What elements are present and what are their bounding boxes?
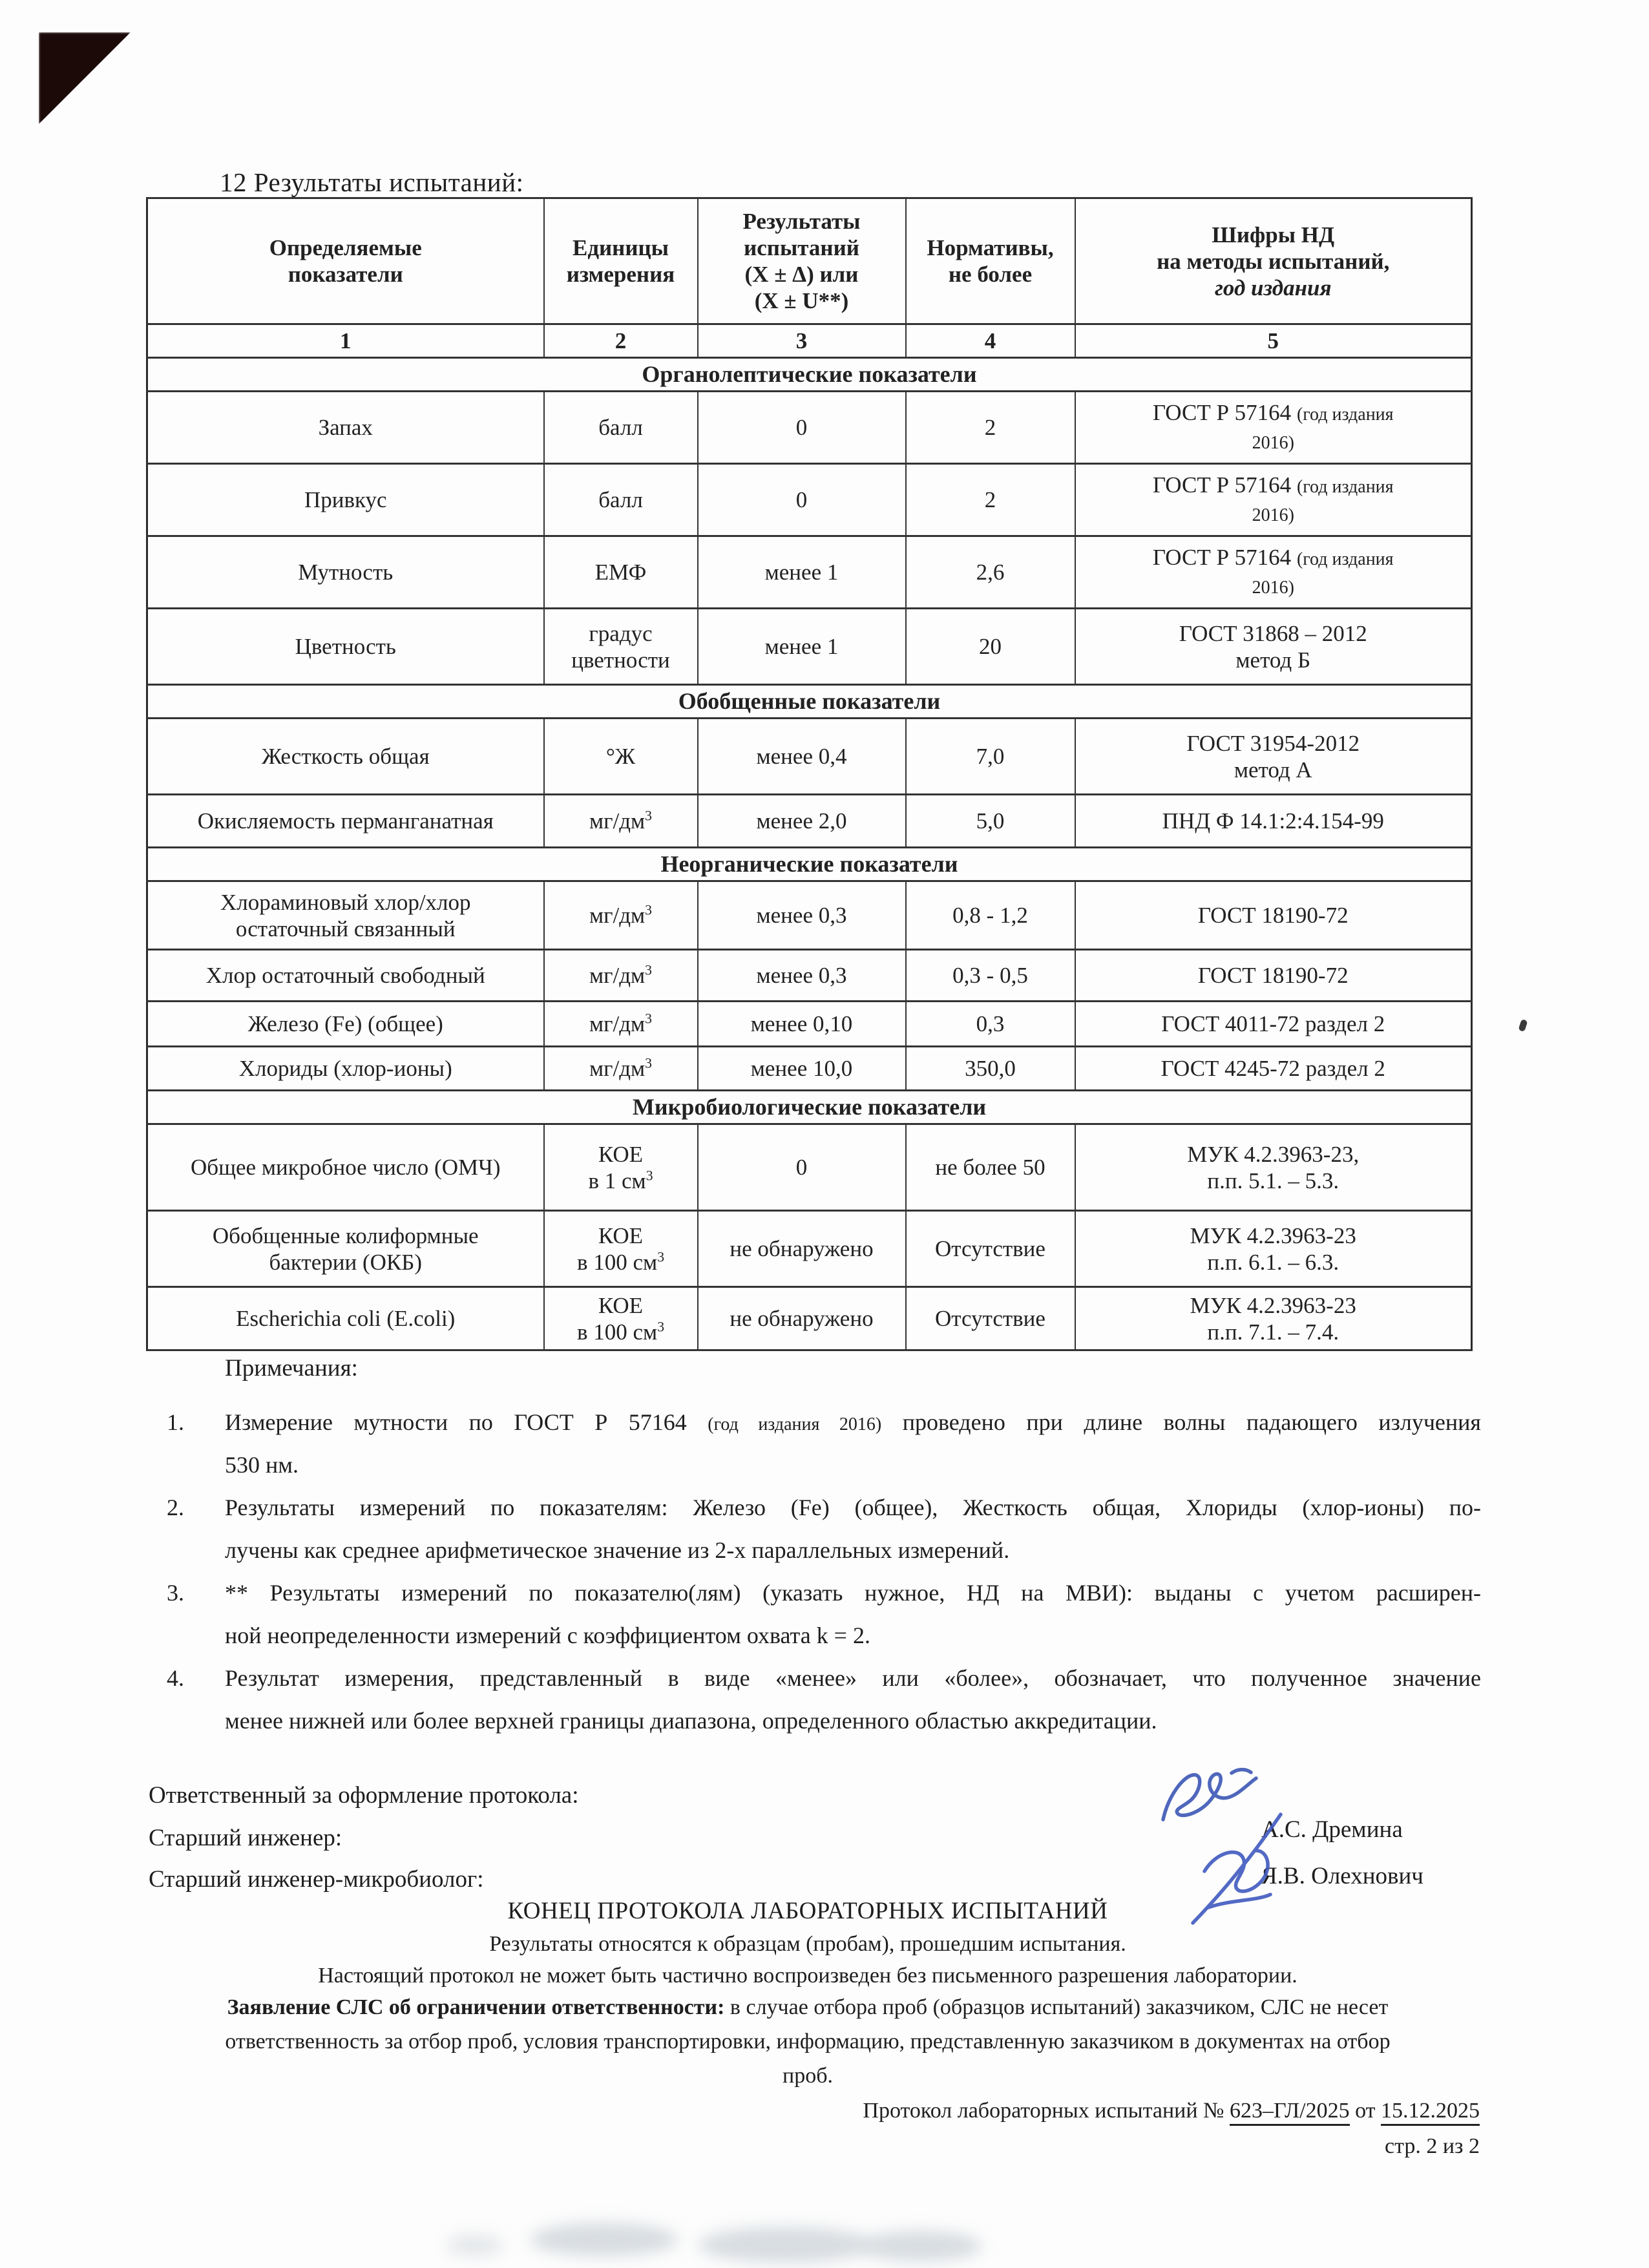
scan-artifact-smudge (859, 2231, 982, 2262)
column-numbers-row (147, 324, 1472, 358)
cell-norm: 0,8 - 1,2 (906, 881, 1075, 950)
note-line: Результаты измерений по показателям: Железо (Fe) (общее), Жесткость общая, Хлориды (хлор-ионы) по- (225, 1495, 1481, 1520)
cell-indicator: Хлор остаточный свободный (147, 950, 544, 1002)
cell-method: ГОСТ Р 57164 (год издания 2016) (1075, 392, 1472, 464)
note-line: 530 нм. (225, 1452, 299, 1478)
cell-result: менее 0,3 (698, 950, 906, 1002)
cell-result: менее 1 (698, 609, 906, 685)
samples-note-line: Результаты относятся к образцам (пробам), прошедшим испытания. (489, 1932, 1126, 1956)
cell-norm: 7,0 (906, 719, 1075, 795)
section-title-cell: Органолептические показатели (147, 358, 1472, 392)
section-title-cell: Обобщенные показатели (147, 685, 1472, 719)
cell-method: МУК 4.2.3963-23 п.п. 6.1. – 6.3. (1075, 1211, 1472, 1287)
table-header-cell: Единицы измерения (544, 198, 698, 324)
cell-result: менее 0,3 (698, 881, 906, 950)
table-row (147, 464, 1472, 536)
cell-indicator: Окисляемость перманганатная (147, 795, 544, 848)
cell-indicator: Мутность (147, 536, 544, 609)
note-line: ** Результаты измерений по показателю(лям) (указать нужное, НД на МВИ): выданы с учетом расширен- (225, 1580, 1481, 1606)
column-number-cell: 3 (698, 324, 906, 358)
reproduction-note-line: Настоящий протокол не может быть частично воспроизведен без письменного разрешения лаборатории. (318, 1964, 1297, 1988)
table-header-row (147, 198, 1472, 324)
notes-label: Примечания: (225, 1355, 358, 1381)
table-header-cell: Результаты испытаний (X ± Δ) или (X ± U**) (698, 198, 906, 324)
cell-norm: 0,3 (906, 1002, 1075, 1047)
table-header-cell: Шифры НД на методы испытаний, год издания (1075, 198, 1472, 324)
signer-name-1: А.С. Дремина (1261, 1816, 1403, 1843)
cell-unit: $мг/дм^3$ (544, 795, 698, 848)
results-table (146, 197, 1473, 1351)
scan-speck (1518, 1019, 1528, 1032)
responsible-label: Ответственный за оформление протокола: (149, 1782, 579, 1809)
cell-unit: балл (544, 392, 698, 464)
cell-result: не обнаружено (698, 1211, 906, 1287)
cell-norm: 2 (906, 392, 1075, 464)
table-row (147, 1211, 1472, 1287)
cell-norm: 20 (906, 609, 1075, 685)
cell-indicator: Жесткость общая (147, 719, 544, 795)
table-row (147, 881, 1472, 950)
section-title-cell: Микробиологические показатели (147, 1091, 1472, 1124)
signer-name-2: Я.В. Олехнович (1261, 1863, 1423, 1889)
cell-result: менее 10,0 (698, 1047, 906, 1091)
table-row (147, 1124, 1472, 1211)
table-row (147, 392, 1472, 464)
table-row (147, 719, 1472, 795)
cell-unit: градус цветности (544, 609, 698, 685)
note-line: ной неопределенности измерений с коэффициентом охвата k = 2. (225, 1622, 870, 1648)
cell-method: МУК 4.2.3963-23 п.п. 7.1. – 7.4. (1075, 1287, 1472, 1350)
table-row (147, 1047, 1472, 1091)
cell-method: ГОСТ 4011-72 раздел 2 (1075, 1002, 1472, 1047)
section-header-row (147, 358, 1472, 392)
column-number-cell: 5 (1075, 324, 1472, 358)
scan-artifact-smudge (698, 2227, 872, 2263)
cell-unit: °Ж (544, 719, 698, 795)
scan-artifact-smudge (530, 2223, 678, 2256)
cell-method: ГОСТ Р 57164 (год издания 2016) (1075, 464, 1472, 536)
note-number: 1. (167, 1409, 184, 1435)
cell-indicator: Цветность (147, 609, 544, 685)
table-row (147, 795, 1472, 848)
cell-norm: не более 50 (906, 1124, 1075, 1211)
cell-norm: Отсутствие (906, 1287, 1075, 1350)
table-row (147, 536, 1472, 609)
note-line: Измерение мутности по ГОСТ Р 57164 (год издания 2016) проведено при длине волны падающего излучения (225, 1409, 1481, 1435)
note-line: лучены как среднее арифметическое значение из 2-х параллельных измерений. (225, 1537, 1010, 1563)
cell-method: ГОСТ 18190-72 (1075, 950, 1472, 1002)
protocol-number-line: Протокол лабораторных испытаний № 623–ГЛ/2025 от 15.12.2025 (863, 2099, 1480, 2123)
role-label-engineer: Старший инженер: (149, 1825, 342, 1851)
cell-unit: $мг/дм^3$ (544, 1002, 698, 1047)
cell-unit: балл (544, 464, 698, 536)
cell-result: менее 1 (698, 536, 906, 609)
cell-result: 0 (698, 392, 906, 464)
section-header-row (147, 848, 1472, 881)
disclaimer-line: Заявление СЛС об ограничении ответственности: в случае отбора проб (образцов испытаний) заказчиком, СЛС не несет (227, 1995, 1389, 2019)
cell-indicator: Escherichia coli (E.coli) (147, 1287, 544, 1350)
cell-unit: КОЕ в 1 $см^3$ (544, 1124, 698, 1211)
cell-indicator: Обобщенные колиформные бактерии (ОКБ) (147, 1211, 544, 1287)
cell-result: менее 0,10 (698, 1002, 906, 1047)
cell-method: ГОСТ 31868 – 2012 метод Б (1075, 609, 1472, 685)
cell-result: не обнаружено (698, 1287, 906, 1350)
cell-result: 0 (698, 1124, 906, 1211)
end-of-protocol-line: КОНЕЦ ПРОТОКОЛА ЛАБОРАТОРНЫХ ИСПЫТАНИЙ (507, 1898, 1108, 1924)
cell-result: менее 0,4 (698, 719, 906, 795)
cell-method: ГОСТ 18190-72 (1075, 881, 1472, 950)
cell-method: ПНД Ф 14.1:2:4.154-99 (1075, 795, 1472, 848)
cell-indicator: Хлораминовый хлор/хлор остаточный связанный (147, 881, 544, 950)
disclaimer-line: ответственность за отбор проб, условия транспортировки, информацию, представленную заказчиком в документах на отбор (225, 2030, 1391, 2053)
cell-indicator: Железо (Fe) (общее) (147, 1002, 544, 1047)
cell-result: 0 (698, 464, 906, 536)
table-row (147, 950, 1472, 1002)
scan-artifact-corner (39, 32, 131, 124)
column-number-cell: 4 (906, 324, 1075, 358)
note-number: 4. (167, 1665, 184, 1691)
cell-unit: $мг/дм^3$ (544, 950, 698, 1002)
results-heading: 12 Результаты испытаний: (220, 167, 524, 197)
section-header-row (147, 685, 1472, 719)
cell-indicator: Хлориды (хлор-ионы) (147, 1047, 544, 1091)
disclaimer-line: проб. (782, 2064, 833, 2088)
cell-norm: 5,0 (906, 795, 1075, 848)
cell-unit: КОЕ в 100 $см^3$ (544, 1287, 698, 1350)
cell-result: менее 2,0 (698, 795, 906, 848)
cell-norm: 0,3 - 0,5 (906, 950, 1075, 1002)
cell-norm: 350,0 (906, 1047, 1075, 1091)
cell-unit: $мг/дм^3$ (544, 881, 698, 950)
table-row (147, 1002, 1472, 1047)
table-header-cell: Нормативы, не более (906, 198, 1075, 324)
cell-indicator: Запах (147, 392, 544, 464)
page-number-line: стр. 2 из 2 (1385, 2134, 1480, 2158)
section-title-cell: Неорганические показатели (147, 848, 1472, 881)
note-number: 3. (167, 1580, 184, 1606)
note-line: менее нижней или более верхней границы диапазона, определенного областью аккредитации. (225, 1708, 1157, 1734)
role-label-microbiologist: Старший инженер-микробиолог: (149, 1866, 484, 1893)
note-number: 2. (167, 1495, 184, 1520)
cell-indicator: Общее микробное число (ОМЧ) (147, 1124, 544, 1211)
section-header-row (147, 1091, 1472, 1124)
cell-norm: 2 (906, 464, 1075, 536)
cell-method: ГОСТ 4245-72 раздел 2 (1075, 1047, 1472, 1091)
cell-unit: КОЕ в 100 $см^3$ (544, 1211, 698, 1287)
cell-method: ГОСТ Р 57164 (год издания 2016) (1075, 536, 1472, 609)
cell-indicator: Привкус (147, 464, 544, 536)
table-row (147, 1287, 1472, 1350)
table-header-cell: Определяемые показатели (147, 198, 544, 324)
cell-unit: $мг/дм^3$ (544, 1047, 698, 1091)
cell-method: ГОСТ 31954-2012 метод А (1075, 719, 1472, 795)
cell-method: МУК 4.2.3963-23, п.п. 5.1. – 5.3. (1075, 1124, 1472, 1211)
column-number-cell: 1 (147, 324, 544, 358)
scan-artifact-smudge (446, 2234, 504, 2256)
cell-norm: Отсутствие (906, 1211, 1075, 1287)
cell-unit: ЕМФ (544, 536, 698, 609)
column-number-cell: 2 (544, 324, 698, 358)
table-row (147, 609, 1472, 685)
note-line: Результат измерения, представленный в виде «менее» или «более», обозначает, что полученное значение (225, 1665, 1481, 1691)
cell-norm: 2,6 (906, 536, 1075, 609)
